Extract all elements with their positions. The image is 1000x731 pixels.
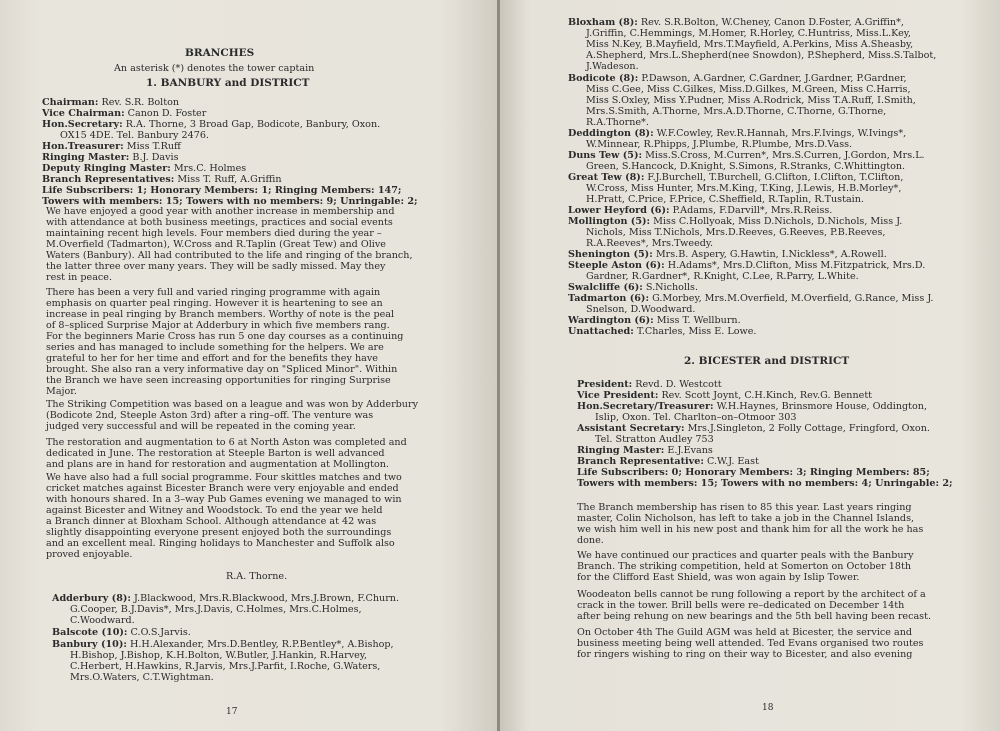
paragraph-line: rest in peace. [46,272,113,283]
tower-line [586,139,852,150]
tower-name: Wardington (6): [568,315,654,326]
paragraph-line: the Branch we have seen increasing opportunities for ringing Surprise [46,375,391,386]
asterisk-note: An asterisk (*) denotes the tower captain [114,63,315,74]
tower-members: C.Herbert, H.Hawkins, R.Jarvis, Mrs.J.Parfit, I.Roche, G.Waters, [70,661,381,672]
tower-line [586,304,695,315]
tower-members: H.Bishop, J.Bishop, K.H.Bolton, W.Butler, J.Hankin, R.Harvey, [70,650,367,661]
tower-members: Miss S.Oxley, Miss Y.Pudner, Miss A.Rodrick, Miss T.A.Ruff, I.Smith, [586,95,916,106]
tower-name: Adderbury (8): [52,593,131,604]
tower-line [586,117,649,128]
officer-value: Rev. S.R. Bolton [98,97,180,108]
tower-members: G.Cooper, B.J.Davis*, Mrs.J.Davis, C.Holmes, Mrs.C.Holmes, [70,604,362,615]
officer-value: Mrs.C. Holmes [170,163,247,174]
paragraph-line: a Branch dinner at Bloxham School. Although attendance at 42 was [46,516,377,527]
officer-line [595,412,797,423]
tower-name: Duns Tew (5): [568,150,643,161]
paragraph-line: emphasis on quarter peal ringing. However it is heartening to see an [46,298,383,309]
tower-line [568,293,933,304]
officer-label: Ringing Master: [42,152,130,163]
paragraph-line: the latter three over many years. They will be sadly missed. May they [46,261,386,272]
paragraph-line: The Branch membership has risen to 85 this year. Last years ringing [577,502,912,513]
officer-value: Mrs.J.Singleton, 2 Folly Cottage, Fringford, Oxon. [684,423,930,434]
paragraph-line: business meeting being well attended. Ted Evans organised two routes [577,638,924,649]
tower-line [70,604,362,615]
tower-line [586,84,911,95]
tower-line [52,639,394,650]
branches-heading: BRANCHES [185,47,255,59]
paragraph-line: judged very successful and will be repeated in the coming year. [46,421,356,432]
paragraph-line: after being rehung on new bearings and the 5th bell having been recast. [577,611,932,622]
paragraph-line: We have also had a full social programme. Four skittles matches and two [46,472,402,483]
paragraph-line: of 8–spliced Surprise Major at Adderbury in which five members rang. [46,320,390,331]
tower-members: H.H.Alexander, Mrs.D.Bentley, R.P.Bentley*, A.Bishop, [126,639,394,650]
tower-members: Miss.S.Cross, M.Curren*, Mrs.S.Curren, J.Gordon, Mrs.L. [642,150,925,161]
paragraph-line: with honours shared. In a 3–way Pub Games evening we managed to win [46,494,402,505]
officer-value: R.A. Thorne, 3 Broad Gap, Bodicote, Banbury, Oxon. [122,119,381,130]
officer-line [42,174,282,185]
tower-members: Mrs.S.Smith, A.Thorne, Mrs.A.D.Thorne, C.Thorne, G.Thorne, [586,106,887,117]
tower-members: J.Blackwood, Mrs.R.Blackwood, Mrs.J.Brown, F.Churn. [130,593,400,604]
officer-value: C.W.J. East [703,456,759,467]
tower-members: J.Griffin, C.Hemmings, M.Homer, R.Horley, C.Huntriss, Miss.L.Key, [586,28,911,39]
tower-line [52,627,191,638]
section-title: 1. BANBURY and DISTRICT [146,77,310,89]
officer-line [577,390,872,401]
tower-name: Shenington (5): [568,249,653,260]
tower-members: Rev. S.R.Bolton, W.Cheney, Canon D.Foster, A.Griffin*, [637,17,904,28]
tower-line [586,50,936,61]
tower-members: Green, S.Hancock, D.Knight, S.Simons, R.Stranks, C.Whittington. [586,161,906,172]
officer-line [577,478,953,489]
tower-members: H.Adams*, Mrs.D.Clifton, Miss M.Fitzpatrick, Mrs.D. [664,260,926,271]
tower-line [52,593,399,604]
section-title: 2. BICESTER and DISTRICT [684,355,850,367]
paragraph-line: series and has managed to include something for the helpers. We are [46,342,384,353]
tower-members: C.Woodward. [70,615,135,626]
tower-name: Bloxham (8): [568,17,638,28]
tower-members: A.Shepherd, Mrs.L.Shepherd(nee Snowdon), P.Shepherd, Miss.S.Talbot, [586,50,937,61]
officer-line [577,456,759,467]
officer-value: Revd. D. Westcott [632,379,722,390]
tower-members: Gardner, R.Gardner*, R.Knight, C.Lee, R.Parry, L.White. [586,271,859,282]
tower-line [568,282,698,293]
paragraph-line: maintaining recent high levels. Four members died during the year – [46,228,382,239]
paragraph-line: The Striking Competition was based on a league and was won by Adderbury [46,399,418,410]
paragraph-line: Woodeaton bells cannot be rung following a report by the architect of a [577,589,926,600]
paragraph-line: increase in peal ringing by Branch members. Worthy of note is the peal [46,309,395,320]
paragraph-line: against Bicester and Witney and Woodstock. To end the year we held [46,505,383,516]
right-page [500,0,1000,731]
tower-line [586,39,913,50]
tower-members: F.J.Burchell, T.Burchell, G.Clifton, I.Clifton, T.Clifton, [644,172,904,183]
officer-label: Towers with members: 15; Towers with no members: 4; Unringable: 2; [577,478,953,489]
officer-label: Branch Representatives: [42,174,175,185]
tower-name: Swalcliffe (6): [568,282,643,293]
paragraph-line: We have continued our practices and quarter peals with the Banbury [577,550,914,561]
officer-line [42,141,181,152]
paragraph-line: done. [577,535,604,546]
tower-line [586,106,886,117]
tower-members: S.Nicholls. [642,282,699,293]
officer-line [42,185,401,196]
tower-members: W.F.Cowley, Rev.R.Hannah, Mrs.F.Ivings, W.Ivings*, [653,128,907,139]
officer-line [595,434,714,445]
tower-line [70,661,380,672]
tower-members: Miss C.Hollyoak, Miss D.Nichols, D.Nichols, Miss J. [650,216,903,227]
tower-line [70,650,367,661]
paragraph-line: for the Clifford East Shield, was won again by Islip Tower. [577,572,860,583]
tower-line [70,615,135,626]
tower-name: Bodicote (8): [568,73,639,84]
tower-name: Banbury (10): [52,639,127,650]
tower-name: Deddington (8): [568,128,654,139]
tower-line [568,326,756,337]
officer-label: Life Subscribers: 1; Honorary Members: 1; Ringing Members: 147; [42,185,402,196]
paragraph-line: Waters (Banbury). All had contributed to the life and ringing of the branch, [46,250,413,261]
tower-name: Steeple Aston (6): [568,260,665,271]
officer-line [42,97,179,108]
paragraph-line: dedicated in June. The restoration at Steeple Barton is well advanced [46,448,385,459]
paragraph-line: There has been a very full and varied ringing programme with again [46,287,381,298]
officer-value: B.J. Davis [129,152,179,163]
tower-name: Mollington (5): [568,216,651,227]
tower-line [586,61,639,72]
paragraph-line: brought. She also ran a very informative day on "Spliced Minor". Within [46,364,398,375]
tower-line [568,172,903,183]
tower-line [568,205,832,216]
officer-label: Hon.Treasurer: [42,141,124,152]
tower-members: R.A.Reeves*, Mrs.Tweedy. [586,238,714,249]
tower-members: Nichols, Miss T.Nichols, Mrs.D.Reeves, G.Reeves, P.B.Reeves, [586,227,886,238]
tower-name: Balscote (10): [52,627,128,638]
officer-line [577,423,930,434]
officer-value: Canon D. Foster [124,108,207,119]
tower-line [568,315,741,326]
paragraph-line: with attendance at both business meetings, practices and social events [46,217,393,228]
officer-label: Branch Representative: [577,456,704,467]
officer-value: Rev. Scott Joynt, C.H.Kinch, Rev.G. Bennett [658,390,873,401]
officer-line [42,119,380,130]
tower-members: Snelson, D.Woodward. [586,304,696,315]
paragraph-line: (Bodicote 2nd, Steeple Aston 3rd) after a ring–off. The venture was [46,410,374,421]
paragraph-line: for ringers wishing to ring on their way to Bicester, and also evening [577,649,913,660]
tower-line [568,73,907,84]
tower-members: G.Morbey, Mrs.M.Overfield, M.Overfield, G.Rance, Miss J. [649,293,934,304]
tower-line [586,28,911,39]
tower-name: Unattached: [568,326,634,337]
tower-members: W.Minnear, R.Phipps, J.Plumbe, R.Plumbe, Mrs.D.Vass. [586,139,853,150]
officer-line [577,379,722,390]
officer-label: Hon.Secretary: [42,119,123,130]
tower-name: Lower Heyford (6): [568,205,670,216]
tower-line [586,227,885,238]
tower-line [586,183,901,194]
tower-line [70,672,214,683]
officer-line [577,401,927,412]
officer-line [577,467,930,478]
officer-line [60,130,209,141]
paragraph-line: Major. [46,386,77,397]
tower-members: Miss T. Wellburn. [653,315,741,326]
tower-members: C.O.S.Jarvis. [127,627,191,638]
tower-line [568,216,902,227]
officer-label: Deputy Ringing Master: [42,163,171,174]
paragraph-line: We have enjoyed a good year with another increase in membership and [46,206,395,217]
tower-line [586,271,859,282]
tower-members: T.Charles, Miss E. Lowe. [633,326,757,337]
tower-members: H.Pratt, C.Price, F.Price, C.Sheffield, R.Taplin, R.Tustain. [586,194,864,205]
tower-line [568,150,925,161]
signature: R.A. Thorne. [226,571,288,582]
tower-line [586,238,713,249]
officer-value: W.H.Haynes, Brinsmore House, Oddington, [713,401,928,412]
page-number: 17 [226,707,238,717]
tower-line [586,95,916,106]
tower-members: J.Wadeson. [586,61,639,72]
officer-label: Ringing Master: [577,445,665,456]
officer-value: Miss T. Ruff, A.Griffin [174,174,282,185]
officer-label: Vice President: [577,390,659,401]
paragraph-line: Branch. The striking competition, held at Somerton on October 18th [577,561,912,572]
officer-value: Islip, Oxon. Tel. Charlton–on–Otmoor 303 [595,412,797,423]
officer-label: Towers with members: 15; Towers with no members: 9; Unringable: 2; [42,196,418,207]
paragraph-line: grateful to her for her time and effort and for the benefits they have [46,353,378,364]
officer-label: Hon.Secretary/Treasurer: [577,401,714,412]
officer-label: Vice Chairman: [42,108,125,119]
tower-members: P.Dawson, A.Gardner, C.Gardner, J.Gardner, P.Gardner, [638,73,907,84]
officer-label: Life Subscribers: 0; Honorary Members: 3; Ringing Members: 85; [577,467,930,478]
officer-line [42,108,206,119]
paragraph-line: For the beginners Marie Cross has run 5 one day courses as a continuing [46,331,404,342]
paragraph-line: cricket matches against Bicester Branch were very enjoyable and ended [46,483,399,494]
tower-members: Mrs.O.Waters, C.T.Wightman. [70,672,214,683]
officer-value: E.J.Evans [664,445,713,456]
tower-line [568,128,906,139]
officer-line [42,163,246,174]
paragraph-line: proved enjoyable. [46,549,133,560]
tower-members: Mrs.B. Aspery, G.Hawtin, I.Nickless*, A.Rowell. [652,249,887,260]
tower-line [568,17,904,28]
tower-line [568,260,925,271]
officer-line [577,445,713,456]
paragraph-line: The restoration and augmentation to 6 at North Aston was completed and [46,437,407,448]
officer-label: Chairman: [42,97,99,108]
officer-label: Assistant Secretary: [577,423,685,434]
paragraph-line: and an excellent meal. Ringing holidays to Manchester and Suffolk also [46,538,395,549]
paragraph-line: crack in the tower. Brill bells were re–dedicated on December 14th [577,600,905,611]
tower-members: R.A.Thorne*. [586,117,649,128]
paragraph-line: master, Colin Nicholson, has left to take a job in the Channel Islands, [577,513,915,524]
paragraph-line: M.Overfield (Tadmarton), W.Cross and R.Taplin (Great Tew) and Olive [46,239,386,250]
tower-line [568,249,887,260]
officer-value: Miss T.Ruff [123,141,181,152]
tower-members: Miss C.Gee, Miss C.Gilkes, Miss.D.Gilkes, M.Green, Miss C.Harris, [586,84,911,95]
officer-value: OX15 4DE. Tel. Banbury 2476. [60,130,209,141]
page-number: 18 [762,703,774,713]
paragraph-line: On October 4th The Guild AGM was held at Bicester, the service and [577,627,913,638]
tower-members: Miss N.Key, B.Mayfield, Mrs.T.Mayfield, A.Perkins, Miss A.Sheasby, [586,39,914,50]
tower-name: Tadmarton (6): [568,293,650,304]
paragraph-line: and plans are in hand for restoration and augmentation at Mollington. [46,459,389,470]
paragraph-line: slightly disappointing everyone present enjoyed both the surroundings [46,527,392,538]
tower-line [586,194,864,205]
tower-line [586,161,905,172]
tower-name: Great Tew (8): [568,172,645,183]
tower-members: P.Adams, F.Darvill*, Mrs.R.Reiss. [669,205,833,216]
officer-line [42,152,179,163]
paragraph-line: we wish him well in his new post and thank him for all the work he has [577,524,924,535]
officer-label: President: [577,379,633,390]
tower-members: W.Cross, Miss Hunter, Mrs.M.King, T.King, J.Lewis, H.B.Morley*, [586,183,902,194]
officer-value: Tel. Stratton Audley 753 [595,434,714,445]
